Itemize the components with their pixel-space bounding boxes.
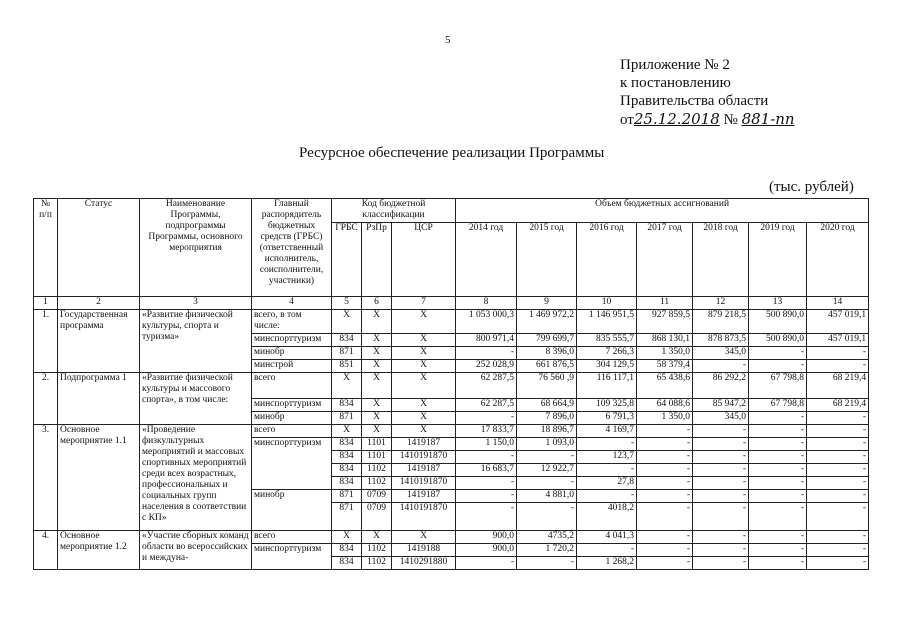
row-kbk-rzpr: 1102 [362,544,392,557]
row-kbk-rzpr: X [362,399,392,412]
row-kbk-rzpr: 1102 [362,557,392,570]
row-kbk-grbs: X [332,531,362,544]
row-amount: 900,0 [456,544,517,557]
table-row [34,425,869,438]
row-status: Основное мероприятие 1.2 [58,531,140,570]
row-kbk-csr: X [392,347,456,360]
row-amount: - [456,477,517,490]
row-amount: 68 219,4 [807,399,869,412]
row-amount: - [807,557,869,570]
appendix-date-line [620,110,795,129]
row-amount: - [456,412,517,425]
document-title: Ресурсное обеспечение реализации Программы [299,145,605,161]
row-kbk-csr: 1410191870 [392,503,456,531]
row-kbk-grbs: 834 [332,557,362,570]
row-kbk-csr: 1410291880 [392,557,456,570]
row-amount: 1 350,0 [637,412,693,425]
col-number: 13 [749,297,807,310]
row-amount: 500 890,0 [749,334,807,347]
row-kbk-grbs: 834 [332,438,362,451]
header-num: № п/п [34,199,58,297]
row-amount: 7 266,3 [577,347,637,360]
row-kbk-grbs: 871 [332,503,362,531]
row-grbs: всего, в том числе: [252,310,332,334]
row-amount: 661 876,5 [517,360,577,373]
row-amount: - [749,425,807,438]
row-amount: - [517,503,577,531]
row-kbk-csr: 1419187 [392,438,456,451]
row-amount: 12 922,7 [517,464,577,477]
row-kbk-rzpr: X [362,310,392,334]
row-amount: - [637,544,693,557]
header-year-2016: 2016 год [577,223,637,297]
row-amount: - [517,451,577,464]
row-amount: 800 971,4 [456,334,517,347]
row-name: «Развитие физической культуры и массового спорта», в том числе: [140,373,252,425]
row-amount: - [807,477,869,490]
row-amount: - [807,360,869,373]
row-amount: - [749,451,807,464]
row-amount: 62 287,5 [456,399,517,412]
row-kbk-rzpr: X [362,373,392,399]
col-number: 9 [517,297,577,310]
row-amount: 65 438,6 [637,373,693,399]
table-row [34,531,869,544]
row-amount: 879 218,5 [693,310,749,334]
row-amount: 67 798,8 [749,373,807,399]
row-amount: - [807,425,869,438]
appendix-line-3: Правительства области [620,93,769,109]
row-kbk-csr: X [392,334,456,347]
col-number: 6 [362,297,392,310]
row-amount: 500 890,0 [749,310,807,334]
row-amount: 76 560 ,9 [517,373,577,399]
date-prefix: от [620,112,634,128]
row-amount: - [749,503,807,531]
row-amount: 1 053 000,3 [456,310,517,334]
row-amount: - [807,544,869,557]
row-kbk-rzpr: 0709 [362,503,392,531]
row-number: 3. [34,425,58,531]
row-amount: 7 896,0 [517,412,577,425]
row-kbk-grbs: 834 [332,477,362,490]
row-kbk-csr: 1419187 [392,490,456,503]
row-amount: - [456,490,517,503]
row-amount: - [577,464,637,477]
row-kbk-grbs: 834 [332,451,362,464]
row-amount: 900,0 [456,531,517,544]
row-amount: 6 791,3 [577,412,637,425]
header-year-2019: 2019 год [749,223,807,297]
handwritten-number: 881-пп [741,110,795,128]
row-grbs: всего [252,373,332,399]
row-kbk-csr: 1419188 [392,544,456,557]
row-amount: 109 325,8 [577,399,637,412]
row-kbk-grbs: X [332,310,362,334]
row-kbk-rzpr: X [362,360,392,373]
row-amount: - [637,464,693,477]
header-year-2015: 2015 год [517,223,577,297]
row-amount: - [637,531,693,544]
row-kbk-csr: 1410191870 [392,477,456,490]
row-amount: - [637,425,693,438]
row-kbk-csr: X [392,360,456,373]
header-name: Наименование Программы, подпрограммы Программы, основного мероприятия [140,199,252,297]
row-grbs: всего [252,531,332,544]
row-amount: 4018,2 [577,503,637,531]
row-amount: - [637,477,693,490]
col-number: 7 [392,297,456,310]
row-amount: 1 093,0 [517,438,577,451]
row-amount: - [637,438,693,451]
appendix-title: Приложение № 2 [620,57,730,73]
row-amount: - [749,557,807,570]
row-amount: - [637,490,693,503]
row-amount: - [693,464,749,477]
row-grbs: минобр [252,490,332,531]
row-amount: - [637,451,693,464]
row-amount: - [807,464,869,477]
row-amount: 799 699,7 [517,334,577,347]
row-amount: 116 117,1 [577,373,637,399]
row-amount: 1 720,2 [517,544,577,557]
appendix-line-2: к постановлению [620,75,731,91]
row-amount: 64 088,6 [637,399,693,412]
row-amount: 252 028,9 [456,360,517,373]
row-grbs: минобр [252,412,332,425]
row-amount: - [807,412,869,425]
row-kbk-grbs: 834 [332,399,362,412]
row-amount: - [693,503,749,531]
row-amount: - [577,544,637,557]
row-amount: 927 859,5 [637,310,693,334]
row-status: Государственная программа [58,310,140,373]
table-row [34,373,869,399]
row-amount: - [456,557,517,570]
header-status: Статус [58,199,140,297]
row-amount: - [577,438,637,451]
col-number: 14 [807,297,869,310]
col-number: 4 [252,297,332,310]
row-amount: 4 041,3 [577,531,637,544]
row-amount: 86 292,2 [693,373,749,399]
row-amount: 67 798,8 [749,399,807,412]
row-kbk-csr: 1410191870 [392,451,456,464]
row-kbk-rzpr: X [362,334,392,347]
row-amount: 18 896,7 [517,425,577,438]
number-prefix: № [723,112,738,128]
col-number: 12 [693,297,749,310]
row-kbk-grbs: 834 [332,544,362,557]
row-amount: 345,0 [693,412,749,425]
col-number: 5 [332,297,362,310]
col-number: 1 [34,297,58,310]
row-amount: 8 396,0 [517,347,577,360]
header-kbk-csr: ЦСР [392,223,456,297]
row-amount: 1 150,0 [456,438,517,451]
row-amount: - [693,451,749,464]
col-number: 8 [456,297,517,310]
row-number: 1. [34,310,58,373]
row-amount: 68 219,4 [807,373,869,399]
row-amount: - [456,503,517,531]
col-number: 3 [140,297,252,310]
header-year-2014: 2014 год [456,223,517,297]
handwritten-date: 25.12.2018 [633,110,720,128]
row-amount: 878 873,5 [693,334,749,347]
row-grbs: минспорттуризм [252,334,332,347]
row-amount: - [693,490,749,503]
row-amount: 868 130,1 [637,334,693,347]
row-amount: - [807,451,869,464]
row-amount: 457 019,1 [807,310,869,334]
row-amount: - [693,477,749,490]
row-kbk-rzpr: 1101 [362,438,392,451]
resource-table [33,198,869,570]
row-amount: 123,7 [577,451,637,464]
row-amount: - [749,412,807,425]
row-kbk-grbs: 871 [332,490,362,503]
row-number: 2. [34,373,58,425]
header-year-2018: 2018 год [693,223,749,297]
row-amount: - [749,544,807,557]
header-kbk-grbs: ГРБС [332,223,362,297]
row-kbk-rzpr: X [362,425,392,438]
row-amount: - [456,451,517,464]
row-kbk-rzpr: 1102 [362,477,392,490]
row-name: «Развитие физической культуры, спорта и туризма» [140,310,252,373]
page-number: 5 [445,34,451,46]
row-kbk-csr: X [392,373,456,399]
row-amount: - [807,490,869,503]
row-kbk-rzpr: 0709 [362,490,392,503]
row-kbk-csr: X [392,412,456,425]
row-amount: - [517,557,577,570]
row-amount: - [749,438,807,451]
row-amount: - [693,544,749,557]
row-amount: 4 169,7 [577,425,637,438]
row-amount: 16 683,7 [456,464,517,477]
row-kbk-grbs: 851 [332,360,362,373]
row-amount: - [807,531,869,544]
header-budget: Объем бюджетных ассигнований [456,199,869,223]
row-amount: 62 287,5 [456,373,517,399]
row-amount: 345,0 [693,347,749,360]
header-year-2017: 2017 год [637,223,693,297]
row-grbs: минобр [252,347,332,360]
row-kbk-rzpr: 1102 [362,464,392,477]
row-amount: - [693,360,749,373]
row-kbk-csr: X [392,310,456,334]
units-label: (тыс. рублей) [769,179,854,195]
row-amount: 1 469 972,2 [517,310,577,334]
row-name: «Проведение физкультурных мероприятий и массовых спортивных мероприятий среди всех возрастных, профессиональных и социальных групп населения в соответствии с КП» [140,425,252,531]
row-amount: - [749,490,807,503]
row-status: Основное мероприятие 1.1 [58,425,140,531]
row-amount: - [637,503,693,531]
row-kbk-rzpr: X [362,531,392,544]
row-grbs: минспорттуризм [252,438,332,490]
row-amount: 835 555,7 [577,334,637,347]
row-amount: - [749,464,807,477]
row-amount: - [807,347,869,360]
row-grbs: минстрой [252,360,332,373]
row-kbk-csr: 1419187 [392,464,456,477]
row-amount: 304 129,5 [577,360,637,373]
row-amount: 1 146 951,5 [577,310,637,334]
row-amount: 457 019,1 [807,334,869,347]
row-kbk-csr: X [392,531,456,544]
row-amount: - [517,477,577,490]
row-kbk-csr: X [392,425,456,438]
row-kbk-csr: X [392,399,456,412]
header-kbk-rzpr: РзПр [362,223,392,297]
row-amount: 58 379,4 [637,360,693,373]
header-kbk: Код бюджетной классификации [332,199,456,223]
row-kbk-grbs: X [332,425,362,438]
row-amount: 4 881,0 [517,490,577,503]
col-number: 10 [577,297,637,310]
row-amount: - [749,360,807,373]
row-amount: - [637,557,693,570]
row-amount: - [807,438,869,451]
row-amount: - [693,438,749,451]
row-amount: - [456,347,517,360]
appendix-block [620,56,795,129]
row-status: Подпрограмма 1 [58,373,140,425]
row-amount: - [749,477,807,490]
row-number: 4. [34,531,58,570]
row-amount: - [807,503,869,531]
row-kbk-grbs: X [332,373,362,399]
row-amount: 1 268,2 [577,557,637,570]
row-kbk-rzpr: X [362,347,392,360]
col-number: 11 [637,297,693,310]
row-amount: - [577,490,637,503]
row-grbs: всего [252,425,332,438]
row-amount: 27,8 [577,477,637,490]
row-amount: - [693,557,749,570]
row-amount: 4735,2 [517,531,577,544]
row-grbs: минспорттуризм [252,399,332,412]
row-amount: 1 350,0 [637,347,693,360]
row-amount: 85 947,2 [693,399,749,412]
row-amount: 17 833,7 [456,425,517,438]
row-kbk-grbs: 871 [332,347,362,360]
row-kbk-grbs: 834 [332,464,362,477]
col-number: 2 [58,297,140,310]
row-amount: - [749,347,807,360]
row-amount: - [749,531,807,544]
table-row [34,310,869,334]
row-grbs: минспорттуризм [252,544,332,570]
row-amount: - [693,531,749,544]
row-name: «Участие сборных команд области во всероссийских и междуна- [140,531,252,570]
header-year-2020: 2020 год [807,223,869,297]
row-amount: 68 664,9 [517,399,577,412]
row-kbk-grbs: 834 [332,334,362,347]
row-kbk-grbs: 871 [332,412,362,425]
header-grbs: Главный распорядитель бюджетных средств (ГРБС) (ответственный исполнитель, соисполнители, участники) [252,199,332,297]
row-amount: - [693,425,749,438]
row-kbk-rzpr: 1101 [362,451,392,464]
row-kbk-rzpr: X [362,412,392,425]
